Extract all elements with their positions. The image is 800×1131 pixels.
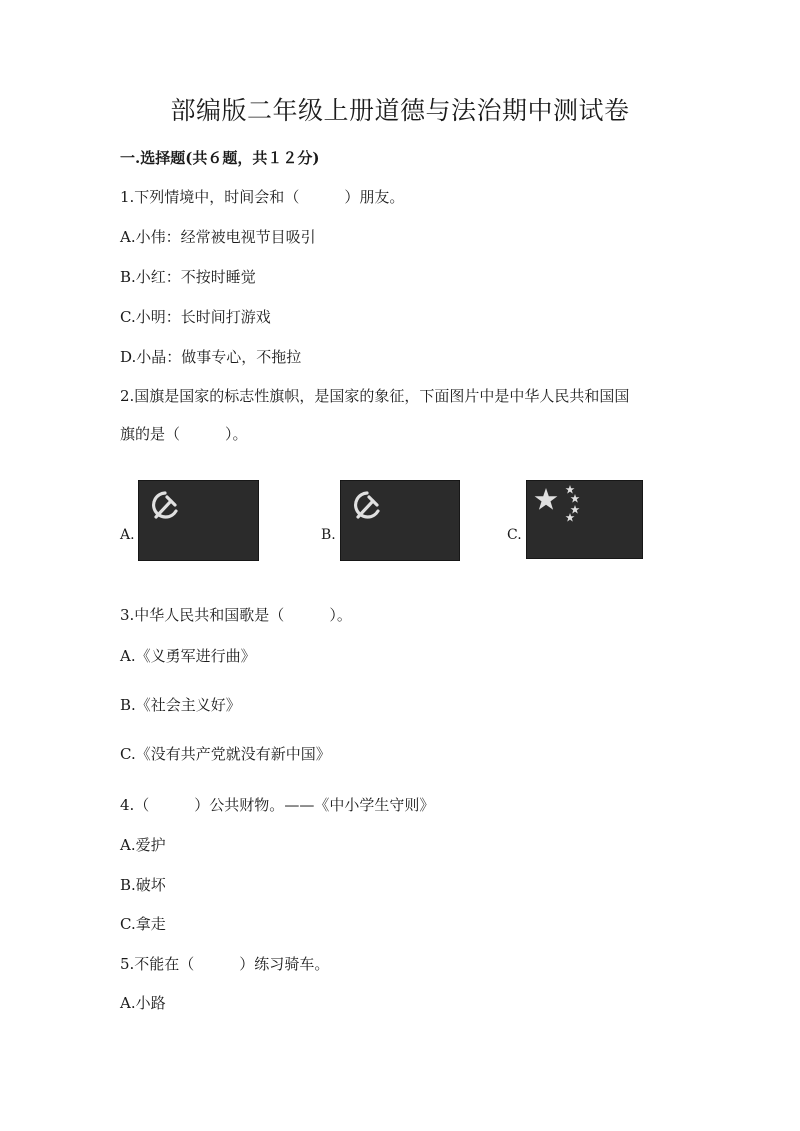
question-1-stem: 1.下列情境中，时间会和（ ）朋友。 xyxy=(120,188,405,206)
question-2-option-a-label: A. xyxy=(120,527,135,543)
national-flag-image-c xyxy=(526,480,643,559)
question-1-option-b: B.小红：不按时睡觉 xyxy=(120,268,256,286)
question-4-option-b: B.破坏 xyxy=(120,876,166,894)
question-5-stem: 5.不能在（ ）练习骑车。 xyxy=(120,955,330,973)
question-3-option-b: B.《社会主义好》 xyxy=(120,696,241,714)
question-2-stem-line-2: 旗的是（ ）。 xyxy=(120,425,248,443)
question-1-option-c: C.小明：长时间打游戏 xyxy=(120,308,271,326)
question-4-option-a: A.爱护 xyxy=(120,836,166,854)
question-4-option-c: C.拿走 xyxy=(120,915,166,933)
question-2-option-b-label: B. xyxy=(321,527,336,543)
question-5-option-a: A.小路 xyxy=(120,994,166,1012)
question-4-stem: 4.（ ）公共财物。——《中小学生守则》 xyxy=(120,796,435,814)
party-flag-image-b xyxy=(340,480,460,561)
question-1-option-a: A.小伟：经常被电视节目吸引 xyxy=(120,228,316,246)
question-3-stem: 3.中华人民共和国歌是（ ）。 xyxy=(120,606,352,624)
question-1-option-d: D.小晶：做事专心，不拖拉 xyxy=(120,348,302,366)
question-2-stem-line-1: 2.国旗是国家的标志性旗帜，是国家的象征，下面图片中是中华人民共和国国 xyxy=(120,387,630,405)
question-3-option-c: C.《没有共产党就没有新中国》 xyxy=(120,745,331,763)
section-heading: 一.选择题(共６题，共１２分) xyxy=(120,149,320,167)
page-title: 部编版二年级上册道德与法治期中测试卷 xyxy=(170,96,630,125)
question-3-option-a: A.《义勇军进行曲》 xyxy=(120,647,256,665)
party-flag-image-a xyxy=(138,480,259,561)
question-2-option-c-label: C. xyxy=(507,527,522,543)
